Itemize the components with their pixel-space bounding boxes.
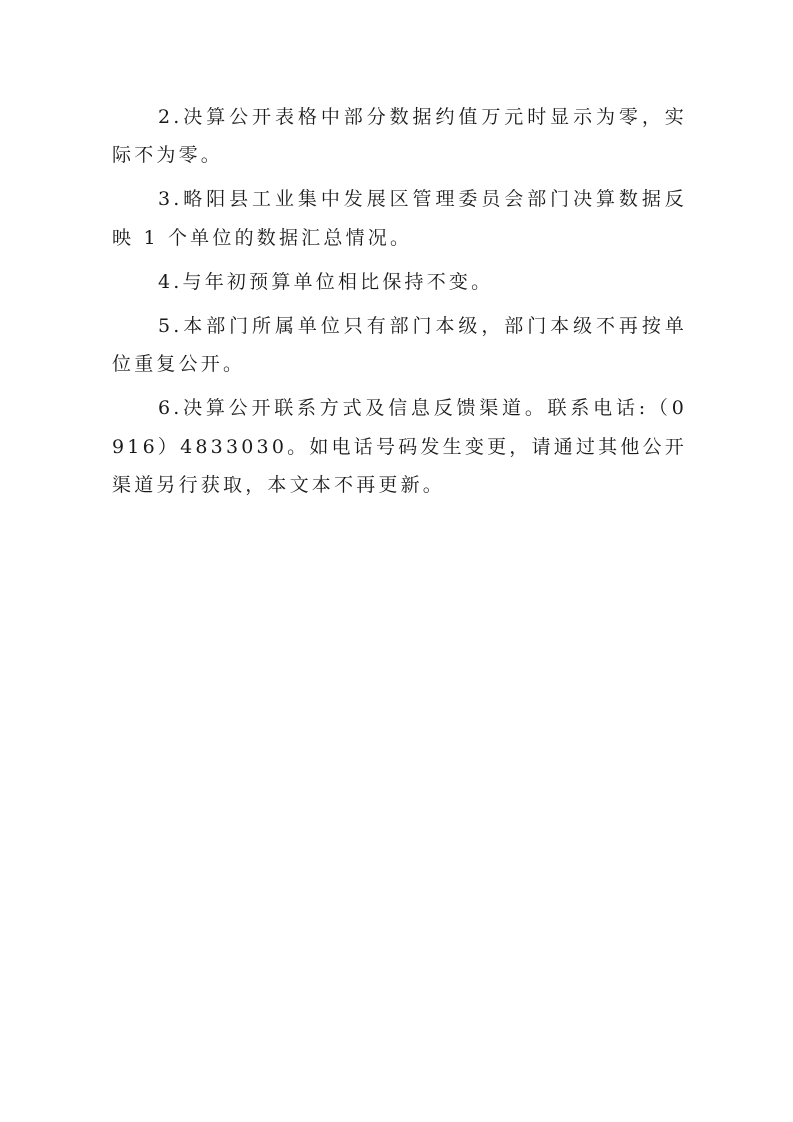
note-paragraph-2: 2.决算公开表格中部分数据约值万元时显示为零，实际不为零。 <box>112 106 687 167</box>
note-paragraph-5: 5.本部门所属单位只有部门本级，部门本级不再按单位重复公开。 <box>112 315 687 376</box>
note-paragraph-3: 3.略阳县工业集中发展区管理委员会部门决算数据反映 1 个单位的数据汇总情况。 <box>112 188 687 249</box>
note-paragraph-6-contact: 6.决算公开联系方式及信息反馈渠道。联系电话:（0916）4833030。如电话号码发生变更，请通过其他公开渠道另行获取，本文本不再更新。 <box>112 397 687 496</box>
document-body <box>112 98 687 510</box>
note-paragraph-4: 4.与年初预算单位相比保持不变。 <box>158 270 494 293</box>
